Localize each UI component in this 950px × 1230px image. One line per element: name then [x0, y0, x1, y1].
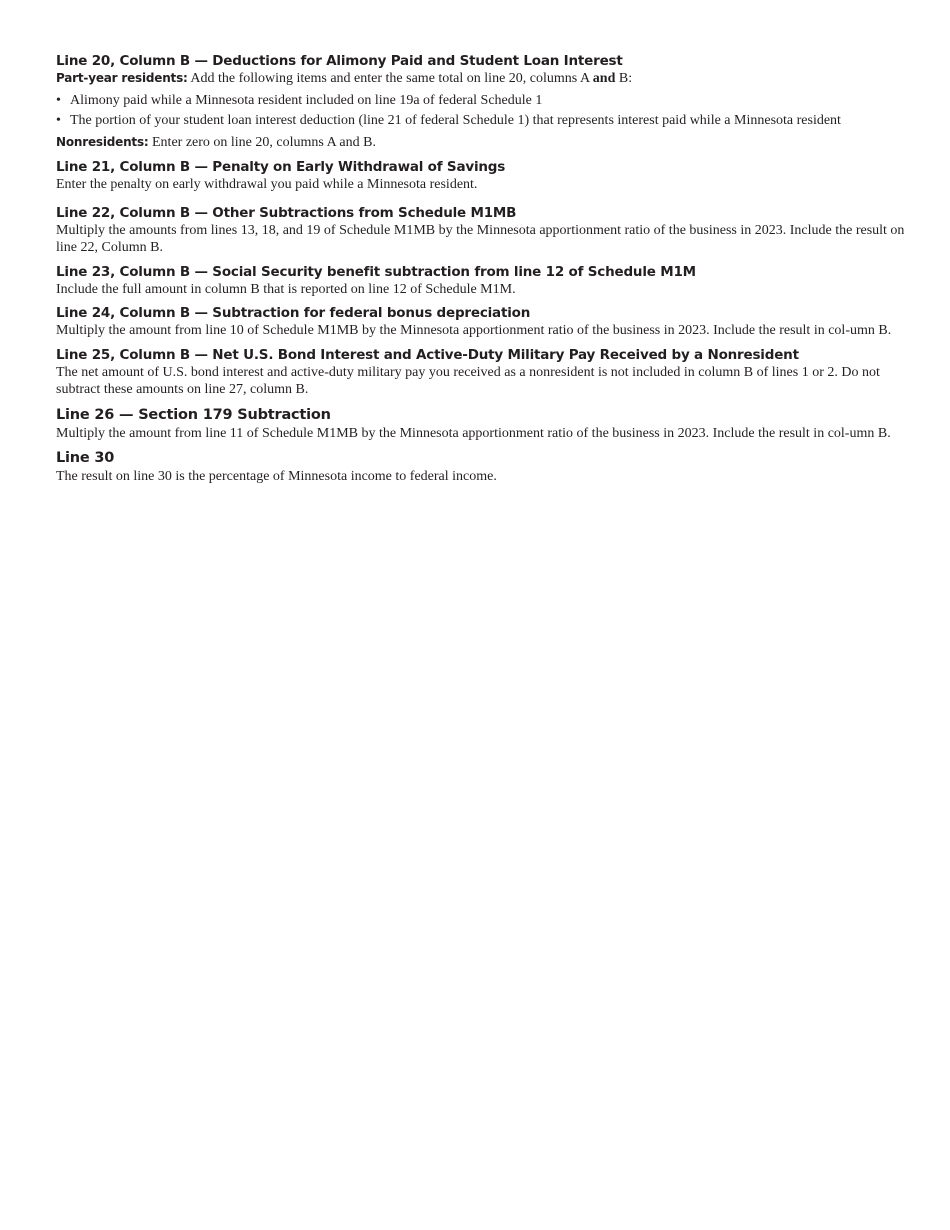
line-22-body: Multiply the amounts from lines 13, 18, and 19 of Schedule M1MB by the Minnesota apportionment ratio of the business in 2023. Include the result on line 22, Column B.	[56, 222, 905, 255]
nonresidents-label: Nonresidents:	[56, 134, 149, 149]
nonresidents-text: Enter zero on line 20, columns A and B.	[148, 134, 376, 150]
part-year-and: and	[592, 71, 616, 86]
part-year-text-1: Add the following items and enter the same total on line 20, columns A	[187, 71, 593, 86]
list-item	[56, 91, 906, 112]
section-line-24	[56, 304, 906, 340]
line-25-heading: Line 25, Column B — Net U.S. Bond Interest and Active-Duty Military Pay Received by a Nonresident	[56, 346, 799, 363]
list-item	[56, 111, 906, 132]
nonresidents-paragraph	[56, 134, 906, 152]
line-21-heading: Line 21, Column B — Penalty on Early Withdrawal of Savings	[56, 159, 506, 175]
section-line-30	[56, 448, 906, 486]
section-line-25	[56, 346, 906, 399]
line-23-body: Include the full amount in column B that is reported on line 12 of Schedule M1M.	[56, 281, 516, 297]
line-23-heading: Line 23, Column B — Social Security benefit subtraction from line 12 of Schedule M1M	[56, 263, 696, 280]
line-22-heading: Line 22, Column B — Other Subtractions from Schedule M1MB	[56, 204, 517, 221]
part-year-text-2: B:	[615, 71, 633, 86]
bullet-icon: •	[56, 113, 61, 128]
part-year-residents-label: Part-year residents:	[56, 71, 188, 85]
line-30-body: The result on line 30 is the percentage of Minnesota income to federal income.	[56, 469, 497, 484]
line-30-heading: Line 30	[56, 450, 115, 466]
line-21-body: Enter the penalty on early withdrawal you paid while a Minnesota resident.	[56, 177, 478, 192]
bullet-icon: •	[56, 92, 61, 108]
section-line-23	[56, 263, 906, 299]
section-line-26	[56, 405, 906, 443]
line-20-heading: Line 20, Column B — Deductions for Alimony Paid and Student Loan Interest	[56, 53, 623, 69]
line-26-body: Multiply the amount from line 11 of Schedule M1MB by the Minnesota apportionment ratio of the business in 2023. Include the result in col-umn B.	[56, 425, 891, 441]
line-20-bullet-list	[56, 91, 906, 132]
instructions-page	[56, 52, 906, 486]
bullet-text: Alimony paid while a Minnesota resident included on line 19a of federal Schedule 1	[70, 92, 543, 108]
line-24-heading: Line 24, Column B — Subtraction for federal bonus depreciation	[56, 305, 531, 321]
section-line-20	[56, 52, 906, 151]
part-year-residents-paragraph	[56, 70, 906, 88]
section-line-21	[56, 158, 906, 194]
line-25-body: The net amount of U.S. bond interest and active-duty military pay you received as a nonresident is not included in column B of lines 1 or 2. Do not subtract these amounts on line 27, column B.	[56, 364, 880, 397]
line-26-heading: Line 26 — Section 179 Subtraction	[56, 406, 331, 423]
section-line-22	[56, 204, 906, 257]
line-24-body: Multiply the amount from line 10 of Schedule M1MB by the Minnesota apportionment ratio of the business in 2023. Include the result in col-umn B.	[56, 323, 892, 338]
bullet-text: The portion of your student loan interest deduction (line 21 of federal Schedule 1) that represents interest paid while a Minnesota resident	[70, 113, 841, 128]
